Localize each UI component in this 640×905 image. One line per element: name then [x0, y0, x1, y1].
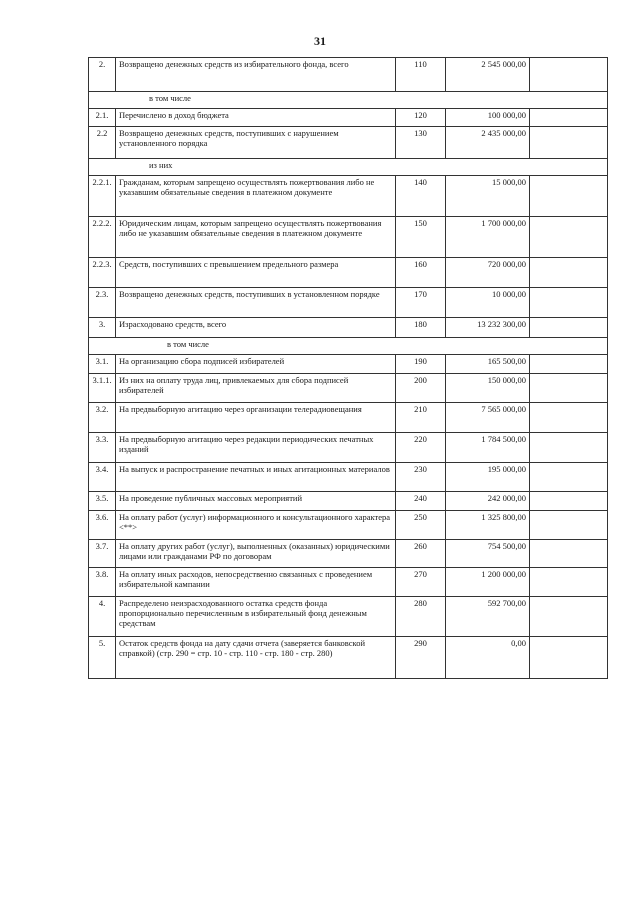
line-label-cell: На оплату работ (услуг) информационного и консультационного характера <**>: [116, 511, 396, 540]
table-row: [89, 217, 608, 258]
line-label-cell: Возвращено денежных средств, поступивших с нарушением установленного порядка: [116, 127, 396, 159]
amount-cell: 1 784 500,00: [446, 433, 530, 463]
table-row: [89, 433, 608, 463]
line-code-cell: 130: [396, 127, 446, 159]
note-cell: [530, 597, 608, 637]
table-row: [89, 511, 608, 540]
table-row: [89, 127, 608, 159]
amount-cell: 10 000,00: [446, 288, 530, 318]
amount-cell: 0,00: [446, 637, 530, 679]
amount-cell: 720 000,00: [446, 258, 530, 288]
line-label-cell: Израсходовано средств, всего: [116, 318, 396, 338]
note-cell: [530, 355, 608, 374]
note-cell: [530, 374, 608, 403]
table-row: [89, 463, 608, 492]
line-code-cell: 160: [396, 258, 446, 288]
note-cell: [530, 288, 608, 318]
line-number-cell: 2.1.: [89, 109, 116, 127]
note-cell: [530, 109, 608, 127]
line-number-cell: 3.1.: [89, 355, 116, 374]
line-number-cell: 2.2.2.: [89, 217, 116, 258]
note-cell: [530, 258, 608, 288]
line-code-cell: 230: [396, 463, 446, 492]
report-table-body: [89, 58, 608, 679]
table-row: [89, 318, 608, 338]
note-cell: [530, 127, 608, 159]
line-label-cell: Перечислено в доход бюджета: [116, 109, 396, 127]
amount-cell: 592 700,00: [446, 597, 530, 637]
line-number-cell: 3.: [89, 318, 116, 338]
line-label-cell: На предвыборную агитацию через организации телерадиовещания: [116, 403, 396, 433]
amount-cell: 165 500,00: [446, 355, 530, 374]
amount-cell: 15 000,00: [446, 176, 530, 217]
table-row: [89, 58, 608, 92]
line-label-cell: Возвращено денежных средств из избирательного фонда, всего: [116, 58, 396, 92]
note-cell: [530, 217, 608, 258]
amount-cell: 1 200 000,00: [446, 568, 530, 597]
table-row: [89, 355, 608, 374]
line-code-cell: 170: [396, 288, 446, 318]
note-cell: [530, 318, 608, 338]
amount-cell: 13 232 300,00: [446, 318, 530, 338]
financial-report-table: [88, 57, 608, 679]
table-row: [89, 109, 608, 127]
line-number-cell: 3.2.: [89, 403, 116, 433]
subheader-label: из них: [89, 159, 608, 176]
note-cell: [530, 511, 608, 540]
table-row: [89, 176, 608, 217]
line-code-cell: 290: [396, 637, 446, 679]
table-row: [89, 374, 608, 403]
line-number-cell: 5.: [89, 637, 116, 679]
table-row: [89, 492, 608, 511]
amount-cell: 2 435 000,00: [446, 127, 530, 159]
line-code-cell: 120: [396, 109, 446, 127]
line-code-cell: 140: [396, 176, 446, 217]
note-cell: [530, 403, 608, 433]
line-number-cell: 3.6.: [89, 511, 116, 540]
subheader-label: в том числе: [89, 92, 608, 109]
line-number-cell: 2.2: [89, 127, 116, 159]
subheader-label: в том числе: [89, 338, 608, 355]
amount-cell: 195 000,00: [446, 463, 530, 492]
line-number-cell: 3.7.: [89, 540, 116, 568]
line-label-cell: На проведение публичных массовых мероприятий: [116, 492, 396, 511]
line-number-cell: 4.: [89, 597, 116, 637]
line-label-cell: Средств, поступивших с превышением предельного размера: [116, 258, 396, 288]
table-row: [89, 597, 608, 637]
amount-cell: 1 700 000,00: [446, 217, 530, 258]
amount-cell: 7 565 000,00: [446, 403, 530, 433]
table-row: [89, 288, 608, 318]
line-code-cell: 250: [396, 511, 446, 540]
line-code-cell: 190: [396, 355, 446, 374]
line-label-cell: На организацию сбора подписей избирателей: [116, 355, 396, 374]
line-number-cell: 3.3.: [89, 433, 116, 463]
line-label-cell: Юридическим лицам, которым запрещено осуществлять пожертвования либо не указавшим обязательные сведения в платежном документе: [116, 217, 396, 258]
line-code-cell: 270: [396, 568, 446, 597]
note-cell: [530, 568, 608, 597]
note-cell: [530, 58, 608, 92]
amount-cell: 2 545 000,00: [446, 58, 530, 92]
note-cell: [530, 492, 608, 511]
line-label-cell: На выпуск и распространение печатных и иных агитационных материалов: [116, 463, 396, 492]
note-cell: [530, 176, 608, 217]
note-cell: [530, 433, 608, 463]
table-subheader-row: [89, 92, 608, 109]
line-label-cell: Из них на оплату труда лиц, привлекаемых для сбора подписей избирателей: [116, 374, 396, 403]
line-code-cell: 110: [396, 58, 446, 92]
line-label-cell: На предвыборную агитацию через редакции периодических печатных изданий: [116, 433, 396, 463]
amount-cell: 100 000,00: [446, 109, 530, 127]
line-label-cell: Распределено неизрасходованного остатка средств фонда пропорционально перечисленным в избирательный фонд денежным средствам: [116, 597, 396, 637]
line-code-cell: 240: [396, 492, 446, 511]
line-label-cell: На оплату других работ (услуг), выполненных (оказанных) юридическими лицами или гражданами РФ по договорам: [116, 540, 396, 568]
line-code-cell: 200: [396, 374, 446, 403]
line-number-cell: 2.2.3.: [89, 258, 116, 288]
note-cell: [530, 540, 608, 568]
line-number-cell: 2.2.1.: [89, 176, 116, 217]
line-code-cell: 260: [396, 540, 446, 568]
line-number-cell: 3.5.: [89, 492, 116, 511]
table-row: [89, 258, 608, 288]
line-number-cell: 3.8.: [89, 568, 116, 597]
line-label-cell: Гражданам, которым запрещено осуществлять пожертвования либо не указавшим обязательные сведения в платежном документе: [116, 176, 396, 217]
line-label-cell: Остаток средств фонда на дату сдачи отчета (заверяется банковской справкой) (стр. 290 = стр. 10 - стр. 110 - стр. 180 - стр. 280): [116, 637, 396, 679]
line-code-cell: 150: [396, 217, 446, 258]
line-label-cell: На оплату иных расходов, непосредственно связанных с проведением избирательной кампании: [116, 568, 396, 597]
table-row: [89, 568, 608, 597]
table-row: [89, 403, 608, 433]
line-code-cell: 210: [396, 403, 446, 433]
table-subheader-row: [89, 338, 608, 355]
line-number-cell: 2.3.: [89, 288, 116, 318]
line-label-cell: Возвращено денежных средств, поступивших в установленном порядке: [116, 288, 396, 318]
amount-cell: 754 500,00: [446, 540, 530, 568]
table-row: [89, 637, 608, 679]
note-cell: [530, 463, 608, 492]
line-code-cell: 180: [396, 318, 446, 338]
line-number-cell: 2.: [89, 58, 116, 92]
amount-cell: 150 000,00: [446, 374, 530, 403]
line-number-cell: 3.1.1.: [89, 374, 116, 403]
note-cell: [530, 637, 608, 679]
table-row: [89, 540, 608, 568]
line-number-cell: 3.4.: [89, 463, 116, 492]
amount-cell: 1 325 800,00: [446, 511, 530, 540]
line-code-cell: 220: [396, 433, 446, 463]
amount-cell: 242 000,00: [446, 492, 530, 511]
table-subheader-row: [89, 159, 608, 176]
line-code-cell: 280: [396, 597, 446, 637]
page-number: 31: [314, 34, 326, 48]
